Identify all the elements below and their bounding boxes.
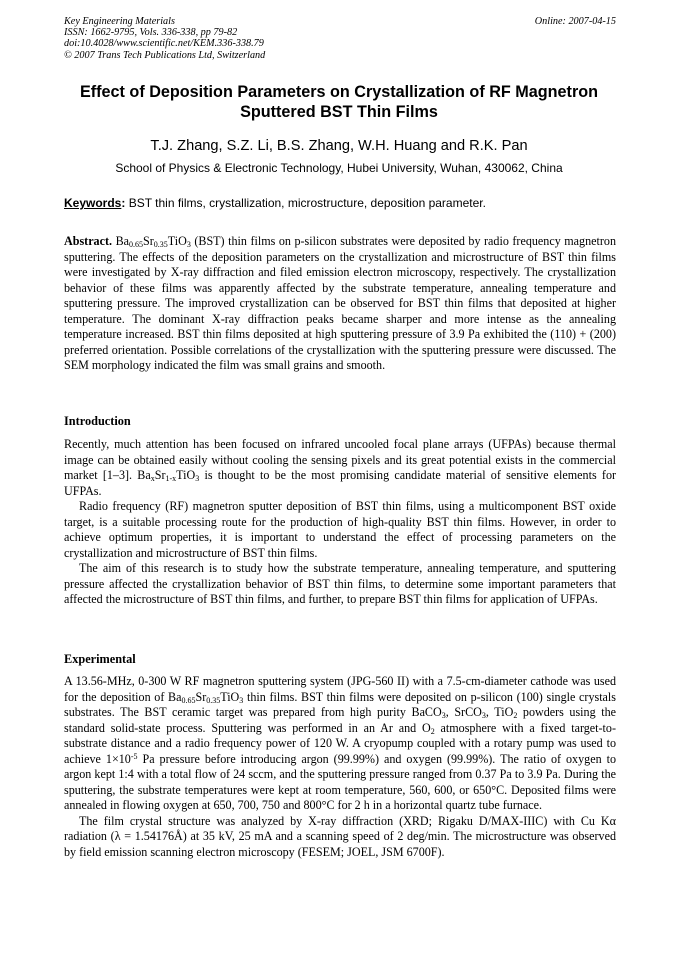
experimental-paragraph-2: The film crystal structure was analyzed by X-ray diffraction (XRD; Rigaku D/MAX-IIIC) with Cu Kα radiation (λ = 1.54176Å) at 35 kV, 25 mA and a scanning speed of 2 deg/min. The microstructure was observed by field emission scanning electron microscopy (FESEM; JOEL, JSM 6700F). — [64, 813, 616, 859]
keywords-colon: : — [121, 196, 126, 210]
experimental-formula: $Ba_{0.65}Sr_{0.35}TiO_3$ — [168, 689, 244, 705]
journal-issn: ISSN: 1662-9795, Vols. 336-338, pp 79-82 — [64, 27, 238, 39]
abstract-text: (BST) thin films on p-silicon substrates were deposited by radio frequency magnetron sputtering. The effects of the deposition parameters on the crystallization and microstructure of BST thin films were investigated by X-ray diffraction and filed emission electron microscopy, respectively. The crystallization behavior of these films was apparently affected by the substrate temperature, annealing temperature and sputtering pressure. The improved crystallization can be observed for BST thin films that deposited at higher temperature. The dominant X-ray diffraction peaks became sharper and more intense as the annealing temperature increased. BST thin films deposited at high sputtering pressure of 3.9 Pa exhibited the (110) + (200) preferred orientation. Possible correlations of the crystallization with the sputtering pressure were discussed. The SEM morphology indicated the film was small grains and smooth. — [64, 234, 616, 372]
intro-paragraph-1: Recently, much attention has been focused on infrared uncooled focal plane arrays (UFPAs) because thermal image can be obtained easily without cooling the sensing pixels and its great potential exists in the commercial market [1–3]. $Ba_xSr_{1-x}TiO_3$ is thought to be the most promising candidate material of sensitive elements for UFPAs. — [64, 437, 617, 498]
keywords-text: BST thin films, crystallization, microstructure, deposition parameter. — [125, 196, 486, 210]
keywords-label: Keywords — [64, 196, 122, 210]
intro-paragraph-2: Radio frequency (RF) magnetron sputter deposition of BST thin films, using a multicomponent BST oxide target, is a suitable processing route for the production of high-quality BST thin films. However, in order to achieve optimum properties, it is important to understand the effect of processing parameters on the crystallization and microstructure of BST thin films. — [64, 499, 616, 560]
abstract-section — [64, 234, 616, 374]
paper-title: Effect of Deposition Parameters on Crystallization of RF Magnetron Sputtered BST Thin Films — [79, 83, 599, 121]
experimental-paragraph-1: A 13.56-MHz, 0-300 W RF magnetron sputtering system (JPG-560 II) with a 7.5-cm-diameter cathode was used for the deposition of $Ba_{0.65}Sr_{0.35}TiO_3$ thin films. BST thin films were deposited on p-silicon (100) single crystals substrates. The BST ceramic target was prepared from high purity BaCO$_3$, SrCO$_3$, TiO$_2$ powders using the standard solid-state process. Sputtering was performed in an Ar and $O_2$ atmosphere with a fixed target-to-substrate distance and a radio frequency power of 120 W. A cryopump coupled with a rotary pump was used to achieve $1\times 10^{-5}$ Pa pressure before introducing argon (99.99%) and oxygen (99.99%). The ratio of oxygen to argon kept 1:4 with a total flow of 24 sccm, and the sputtering pressure ranged from 0.37 Pa to 3.9 Pa. During the sputtering, the substrate temperatures were kept at room temperature, 560, 600, or 650°C. Deposited films were annealed in flowing oxygen at 650, 700, 750 and 800°C for 2 h in a horizontal quartz tube furnace. — [64, 674, 616, 812]
intro-paragraph-3: The aim of this research is to study how the substrate temperature, annealing temperature, and sputtering pressure affected the crystallization behavior of BST thin films, to determine some important parameters that affected the microstructure of BST thin films, and further, to prepare BST thin films for application of UFPAs. — [64, 561, 616, 606]
online-date: Online: 2007-04-15 — [534, 16, 616, 27]
abstract-paragraph — [64, 234, 616, 374]
journal-name: Key Engineering Materials — [64, 16, 175, 27]
abstract-label: Abstract. — [64, 234, 113, 248]
author-affiliation: School of Physics & Electronic Technology, Hubei University, Wuhan, 430062, China — [115, 161, 563, 175]
section-heading-experimental: Experimental — [64, 652, 136, 666]
keywords-line — [64, 196, 616, 211]
abstract-formula: $Ba_{0.65}Sr_{0.35}TiO_3$ — [115, 234, 191, 249]
section-heading-introduction: Introduction — [64, 414, 131, 428]
journal-doi: doi:10.4028/www.scientific.net/KEM.336-338.79 — [64, 38, 264, 50]
intro-formula: $Ba_xSr_{1-x}TiO_3$ — [137, 468, 200, 483]
journal-header — [64, 16, 616, 61]
author-list: T.J. Zhang, S.Z. Li, B.S. Zhang, W.H. Huang and R.K. Pan — [150, 138, 528, 154]
introduction-section — [64, 437, 616, 608]
experimental-section — [64, 674, 616, 860]
journal-copyright: © 2007 Trans Tech Publications Ltd, Switzerland — [64, 49, 266, 61]
